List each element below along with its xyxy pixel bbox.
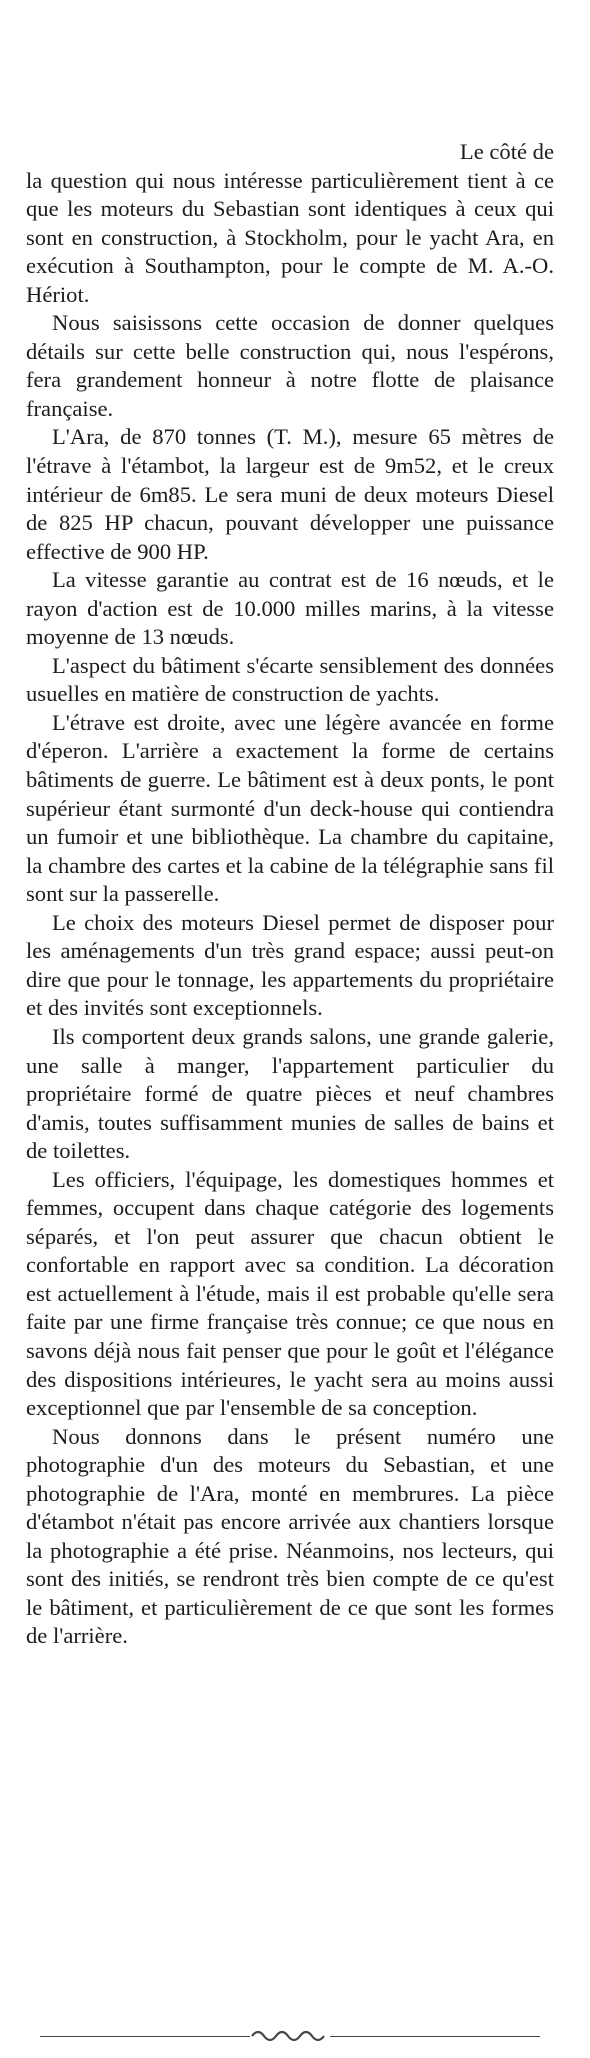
paragraph-9: Les officiers, l'équipage, les domestiques hommes et femmes, occupent dans chaque catégorie des logements séparés, et l'on peut assurer que chacun obtient le confortable en rapport avec sa condition. La décoration est actuellement à l'étude, mais il est probable qu'elle sera faite par une firme française très connue; ce que nous en savons déjà nous fait penser que pour le goût et l'élégance des dispositions intérieures, le yacht sera au moins aussi exceptionnel que par l'ensemble de sa conception. bbox=[26, 1166, 554, 1421]
paragraph-10: Nous donnons dans le présent numéro une photographie d'un des moteurs du Sebastian, et une photographie de l'Ara, monté en membrures. La pièce d'étambot n'était pas encore arrivée aux chantiers lorsque la photographie a été prise. Néanmoins, nos lecteurs, qui sont des initiés, se rendront très bien compte de ce qu'est le bâtiment, et particulièrement de ce que sont les formes de l'arrière. bbox=[26, 1423, 554, 1649]
article-column bbox=[26, 138, 554, 1651]
paragraph-6: L'étrave est droite, avec une légère avancée en forme d'éperon. L'arrière a exactement la forme de certains bâtiments de guerre. Le bâtiment est à deux ponts, le pont supérieur étant surmonté d'un deck-house qui contiendra un fumoir et une bibliothèque. La chambre du capitaine, la chambre des cartes et la cabine de la télégraphie sans fil sont sur la passerelle. bbox=[26, 709, 554, 907]
paragraph-5: L'aspect du bâtiment s'écarte sensiblement des données usuelles en matière de construction de yachts. bbox=[26, 652, 554, 707]
wavy-line-icon bbox=[250, 2026, 330, 2046]
paragraph-3: L'Ara, de 870 tonnes (T. M.), mesure 65 mètres de l'étrave à l'étambot, la largeur est de 9m52, et le creux intérieur de 6m85. Le sera muni de deux moteurs Diesel de 825 HP chacun, pouvant développer une puissance effective de 900 HP. bbox=[26, 424, 554, 564]
ornament-rule-right bbox=[330, 2036, 540, 2037]
paragraph-1: la question qui nous intéresse particulièrement tient à ce que les moteurs du Sebastian sont identiques à ceux qui sont en construction, à Stockholm, pour le yacht Ara, en exécution à Southampton, pour le compte de M. A.-O. Hériot. bbox=[26, 167, 554, 307]
wavy-rule-ornament-icon bbox=[40, 2026, 540, 2046]
paragraph-4: La vitesse garantie au contrat est de 16 nœuds, et le rayon d'action est de 10.000 milles marins, à la vitesse moyenne de 13 nœuds. bbox=[26, 567, 554, 650]
paragraph-7: Le choix des moteurs Diesel permet de disposer pour les aménagements d'un très grand espace; aussi peut-on dire que pour le tonnage, les appartements du propriétaire et des invités sont exceptionnels. bbox=[26, 909, 554, 1021]
article-lead-line: Le côté de bbox=[459, 139, 554, 164]
paragraph-2: Nous saisissons cette occasion de donner quelques détails sur cette belle construction qui, nous l'espérons, fera grandement honneur à notre flotte de plaisance française. bbox=[26, 310, 554, 421]
ornament-rule-left bbox=[40, 2036, 250, 2037]
paragraph-8: Ils comportent deux grands salons, une grande galerie, une salle à manger, l'appartement particulier du propriétaire formé de quatre pièces et neuf chambres d'amis, toutes suffisamment munies de salles de bains et de toilettes. bbox=[26, 1023, 554, 1164]
